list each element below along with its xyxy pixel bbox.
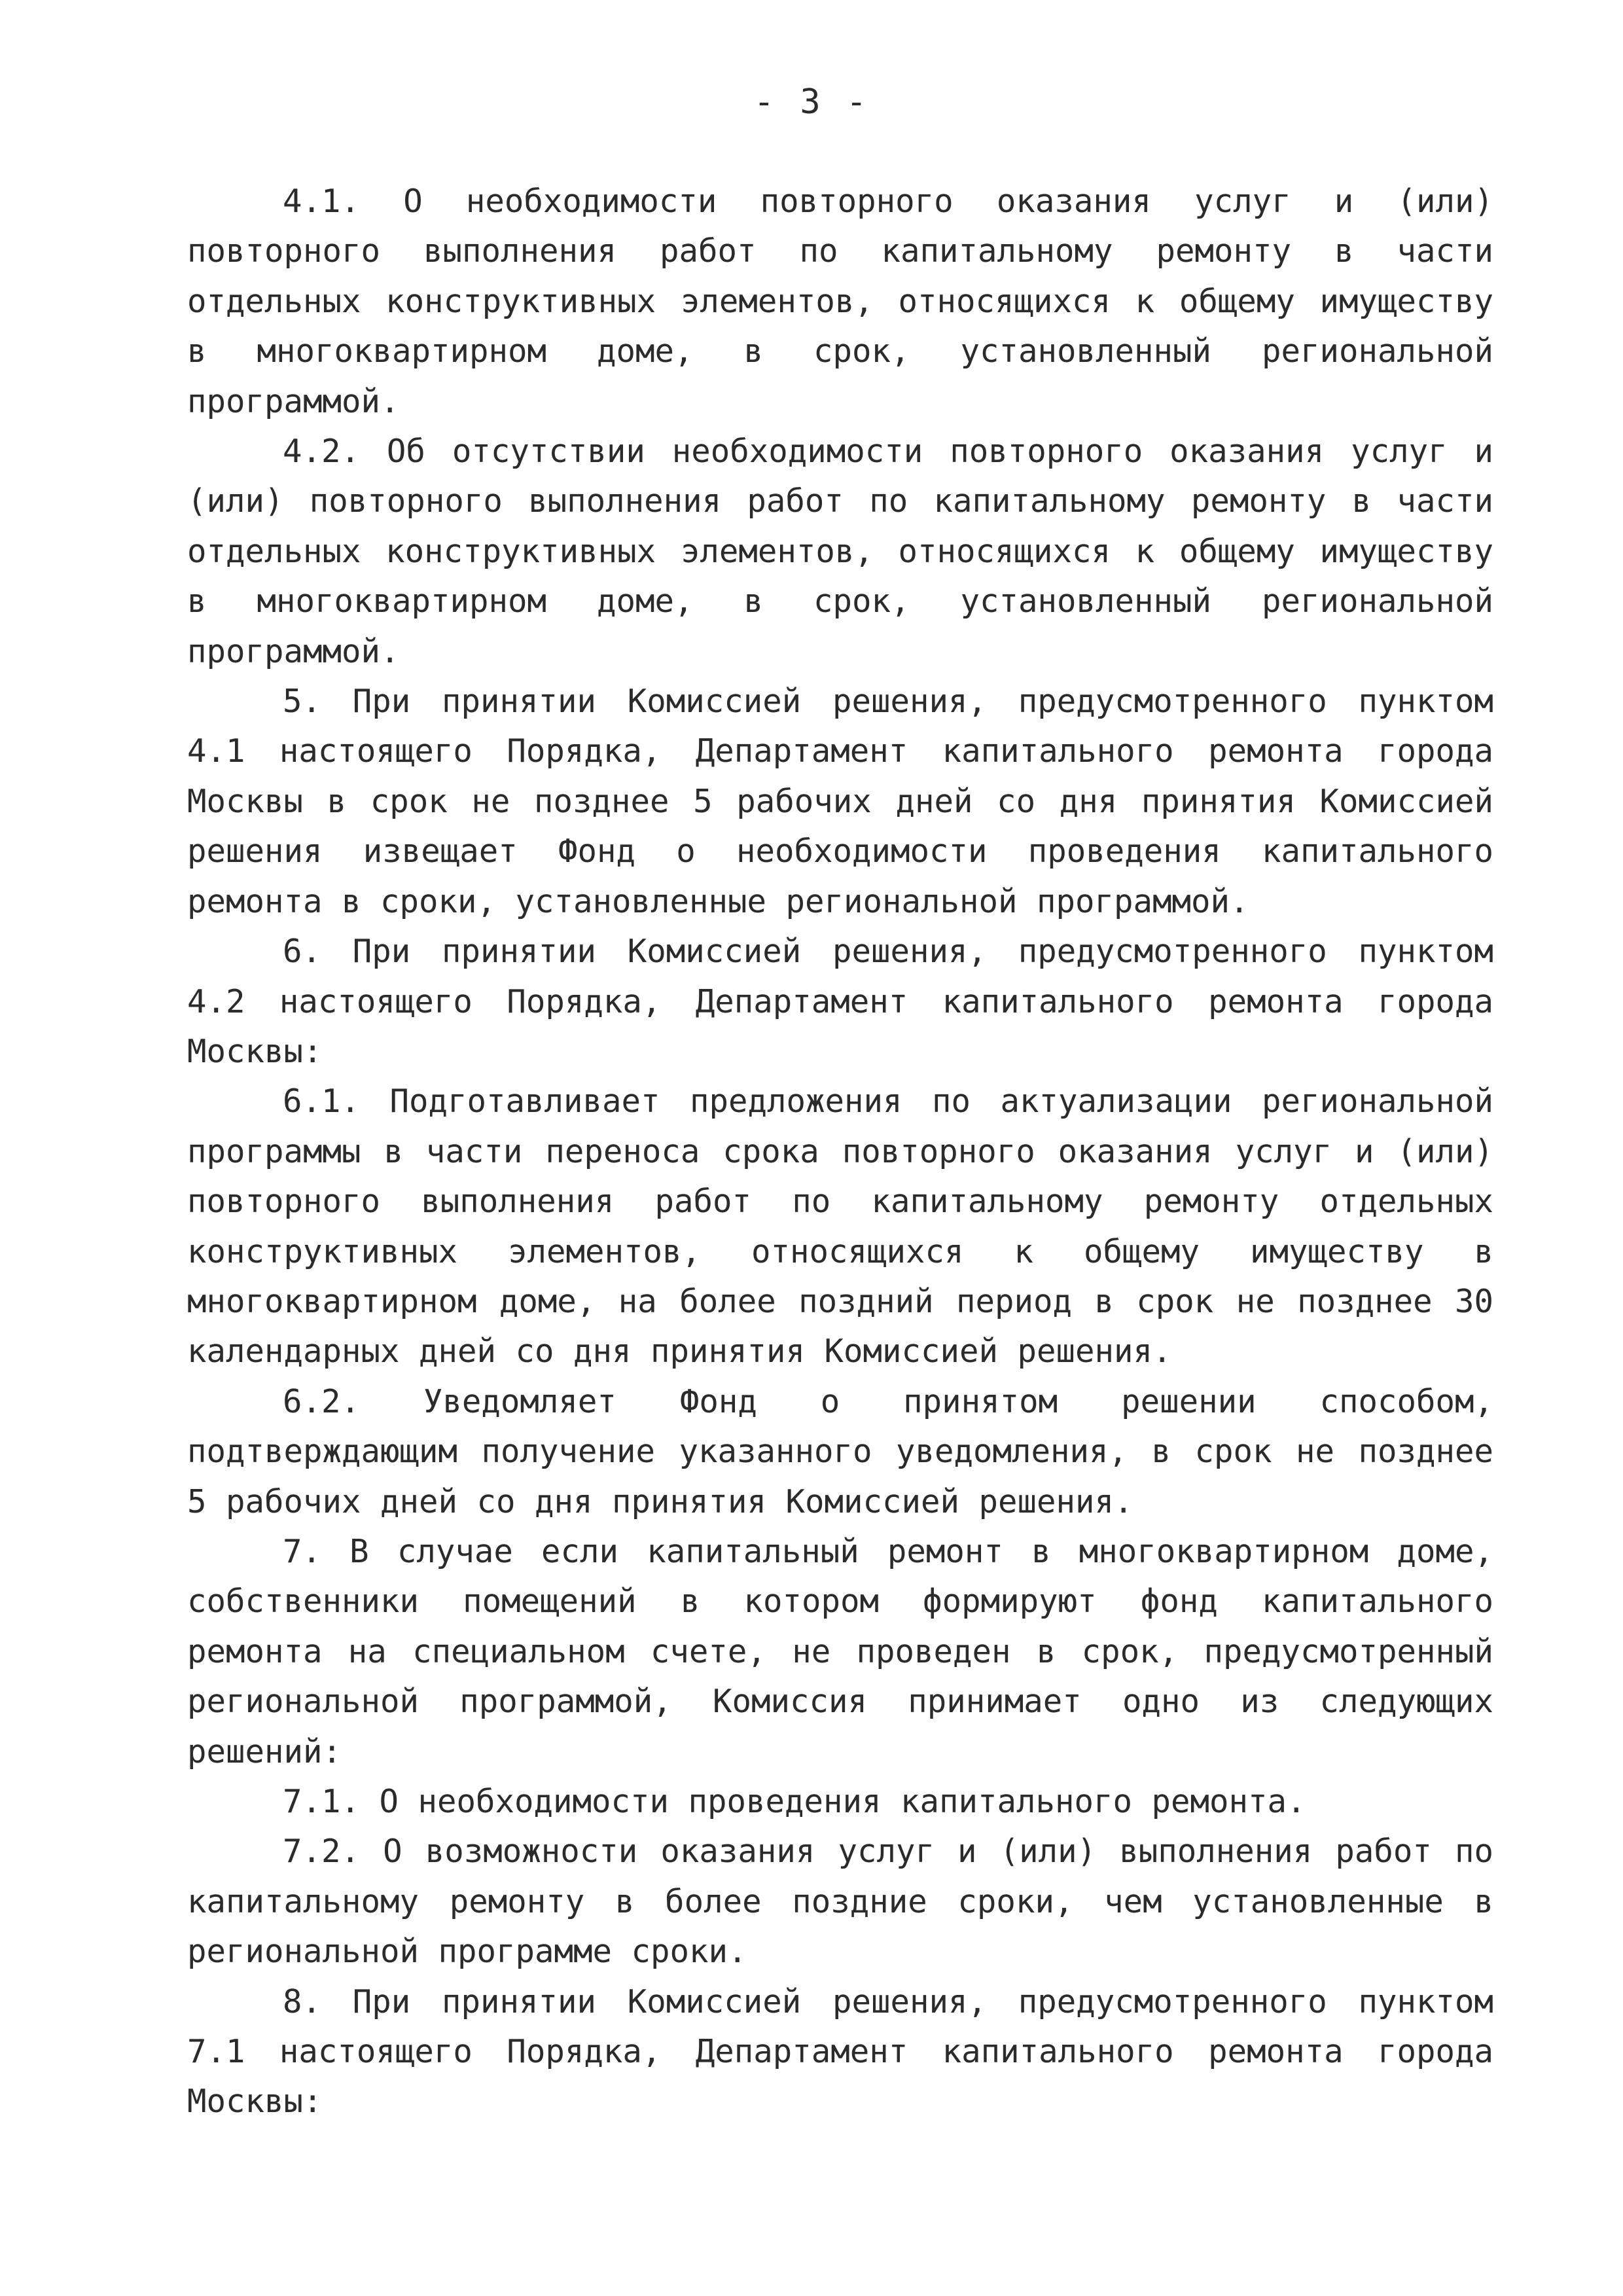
paragraph-4-1: 4.1. О необходимости повторного оказания услуг и (или) повторного выполнения работ по капитальному ремонту в части отдельных конструктивных элементов, относящихся к общему имуществу в многоквартирном доме, в срок, установленный региональной программой. <box>187 183 1493 420</box>
paragraph-6-2: 6.2. Уведомляет Фонд о принятом решении способом, подтверждающим получение указанного уведомления, в срок не позднее 5 рабочих дней со дня принятия Комиссией решения. <box>187 1382 1493 1520</box>
document-body <box>187 177 1493 2127</box>
paragraph-4-2: 4.2. Об отсутствии необходимости повторного оказания услуг и (или) повторного выполнения работ по капитальному ремонту в части отдельных конструктивных элементов, относящихся к общему имуществу в многоквартирном доме, в срок, установленный региональной программой. <box>187 433 1493 670</box>
page-number: - 3 - <box>753 82 870 122</box>
paragraph-7-2: 7.2. О возможности оказания услуг и (или) выполнения работ по капитальному ремонту в более поздние сроки, чем установленные в региональной программе сроки. <box>187 1833 1493 1971</box>
paragraph-7-1: 7.1. О необходимости проведения капитального ремонта. <box>283 1783 1306 1820</box>
paragraph-6-1: 6.1. Подготавливает предложения по актуализации региональной программы в части переноса срока повторного оказания услуг и (или) повторного выполнения работ по капитальному ремонту отдельных конструктивных элементов, относящихся к общему имуществу в многоквартирном доме, на более поздний период в срок не позднее 30 календарных дней со дня принятия Комиссией решения. <box>187 1083 1493 1371</box>
paragraph-5: 5. При принятии Комиссией решения, предусмотренного пунктом 4.1 настоящего Порядка, Департамент капитального ремонта города Москвы в срок не позднее 5 рабочих дней со дня принятия Комиссией решения извещает Фонд о необходимости проведения капитального ремонта в сроки, установленные региональной программой. <box>187 683 1493 920</box>
paragraph-6: 6. При принятии Комиссией решения, предусмотренного пунктом 4.2 настоящего Порядка, Департамент капитального ремонта города Москвы: <box>187 933 1493 1070</box>
paragraph-8: 8. При принятии Комиссией решения, предусмотренного пунктом 7.1 настоящего Порядка, Департамент капитального ремонта города Москвы: <box>187 1982 1493 2121</box>
paragraph-7: 7. В случае если капитальный ремонт в многоквартирном доме, собственники помещений в котором формируют фонд капитального ремонта на специальном счете, не проведен в срок, предусмотренный региональной программой, Комиссия принимает одно из следующих решений: <box>187 1532 1493 1770</box>
